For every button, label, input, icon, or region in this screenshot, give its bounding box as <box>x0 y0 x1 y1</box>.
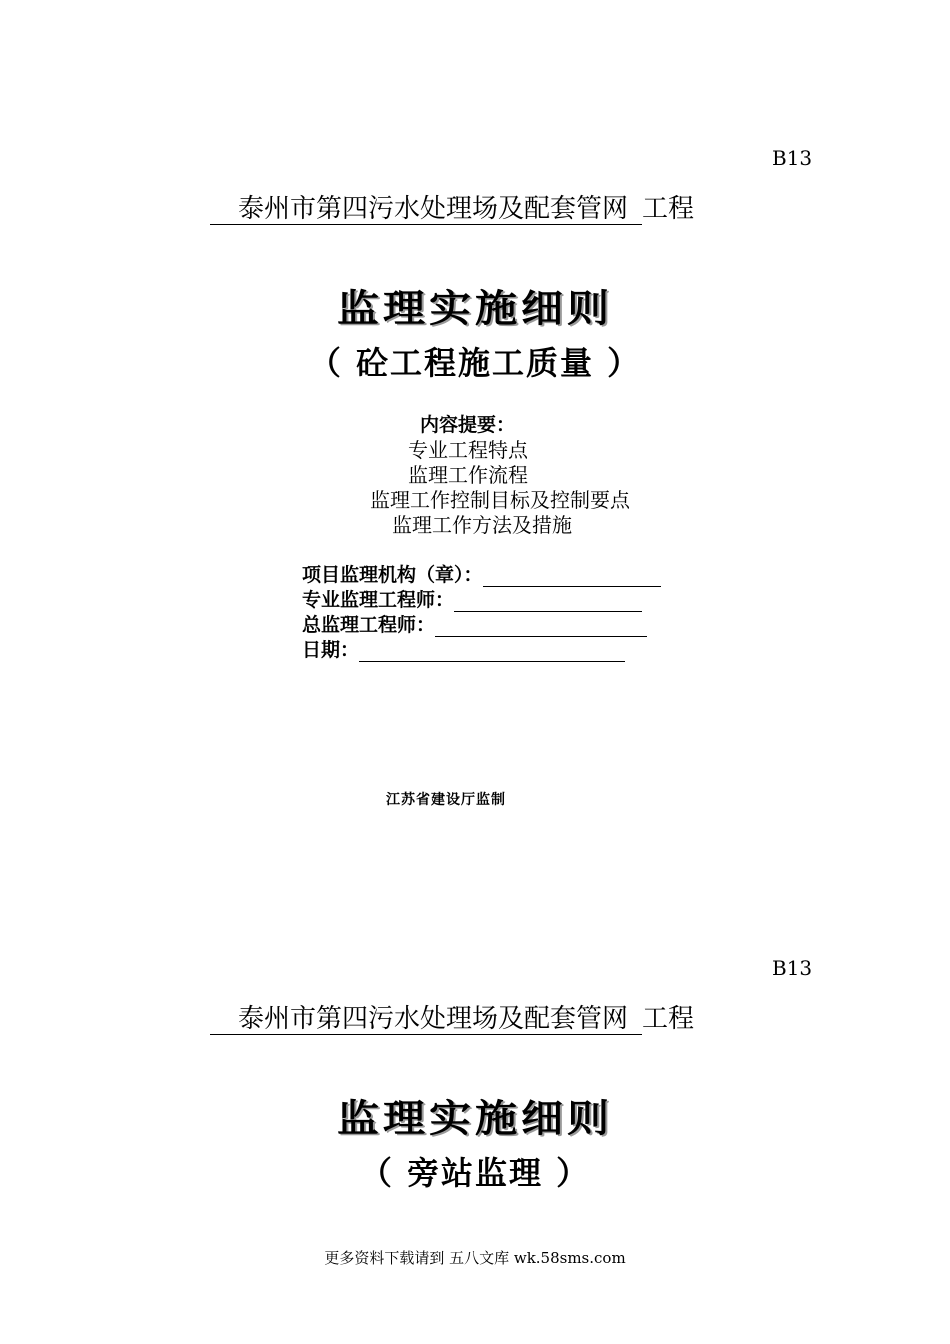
field-label: 专业监理工程师： <box>302 589 455 611</box>
field-label: 项目监理机构（章）： <box>302 564 483 586</box>
form-code: B13 <box>772 146 813 170</box>
document-subtitle: （ 旁站监理 ） <box>359 1154 591 1192</box>
issuer: 江苏省建设厅监制 <box>386 792 506 808</box>
project-name-line <box>210 1004 750 1035</box>
summary-item: 监理工作控制目标及控制要点 <box>370 488 630 512</box>
field-chief-engineer <box>302 610 647 637</box>
footer-note: 更多资料下载请到 五八文库 wk.58sms.com <box>324 1249 626 1267</box>
project-name: 泰州市第四污水处理场及配套管网 <box>210 194 642 225</box>
project-name: 泰州市第四污水处理场及配套管网 <box>210 1004 642 1035</box>
field-supervision-org <box>302 560 661 587</box>
document-title: 监理实施细则 <box>336 1096 613 1141</box>
field-date <box>302 635 625 662</box>
field-blank-line <box>359 643 625 662</box>
form-code: B13 <box>772 956 813 980</box>
project-suffix: 工程 <box>642 1004 695 1034</box>
project-name-line <box>210 194 750 225</box>
project-suffix: 工程 <box>642 194 695 224</box>
summary-item: 监理工作方法及措施 <box>392 513 572 537</box>
summary-heading: 内容提要： <box>420 414 516 436</box>
field-label: 总监理工程师： <box>302 614 436 636</box>
summary-item: 监理工作流程 <box>408 463 528 487</box>
summary-item: 专业工程特点 <box>408 438 528 462</box>
field-label: 日期： <box>302 639 360 661</box>
document-subtitle: （ 砼工程施工质量 ） <box>308 344 642 382</box>
document-title: 监理实施细则 <box>336 286 613 331</box>
field-specialist-engineer <box>302 585 642 612</box>
